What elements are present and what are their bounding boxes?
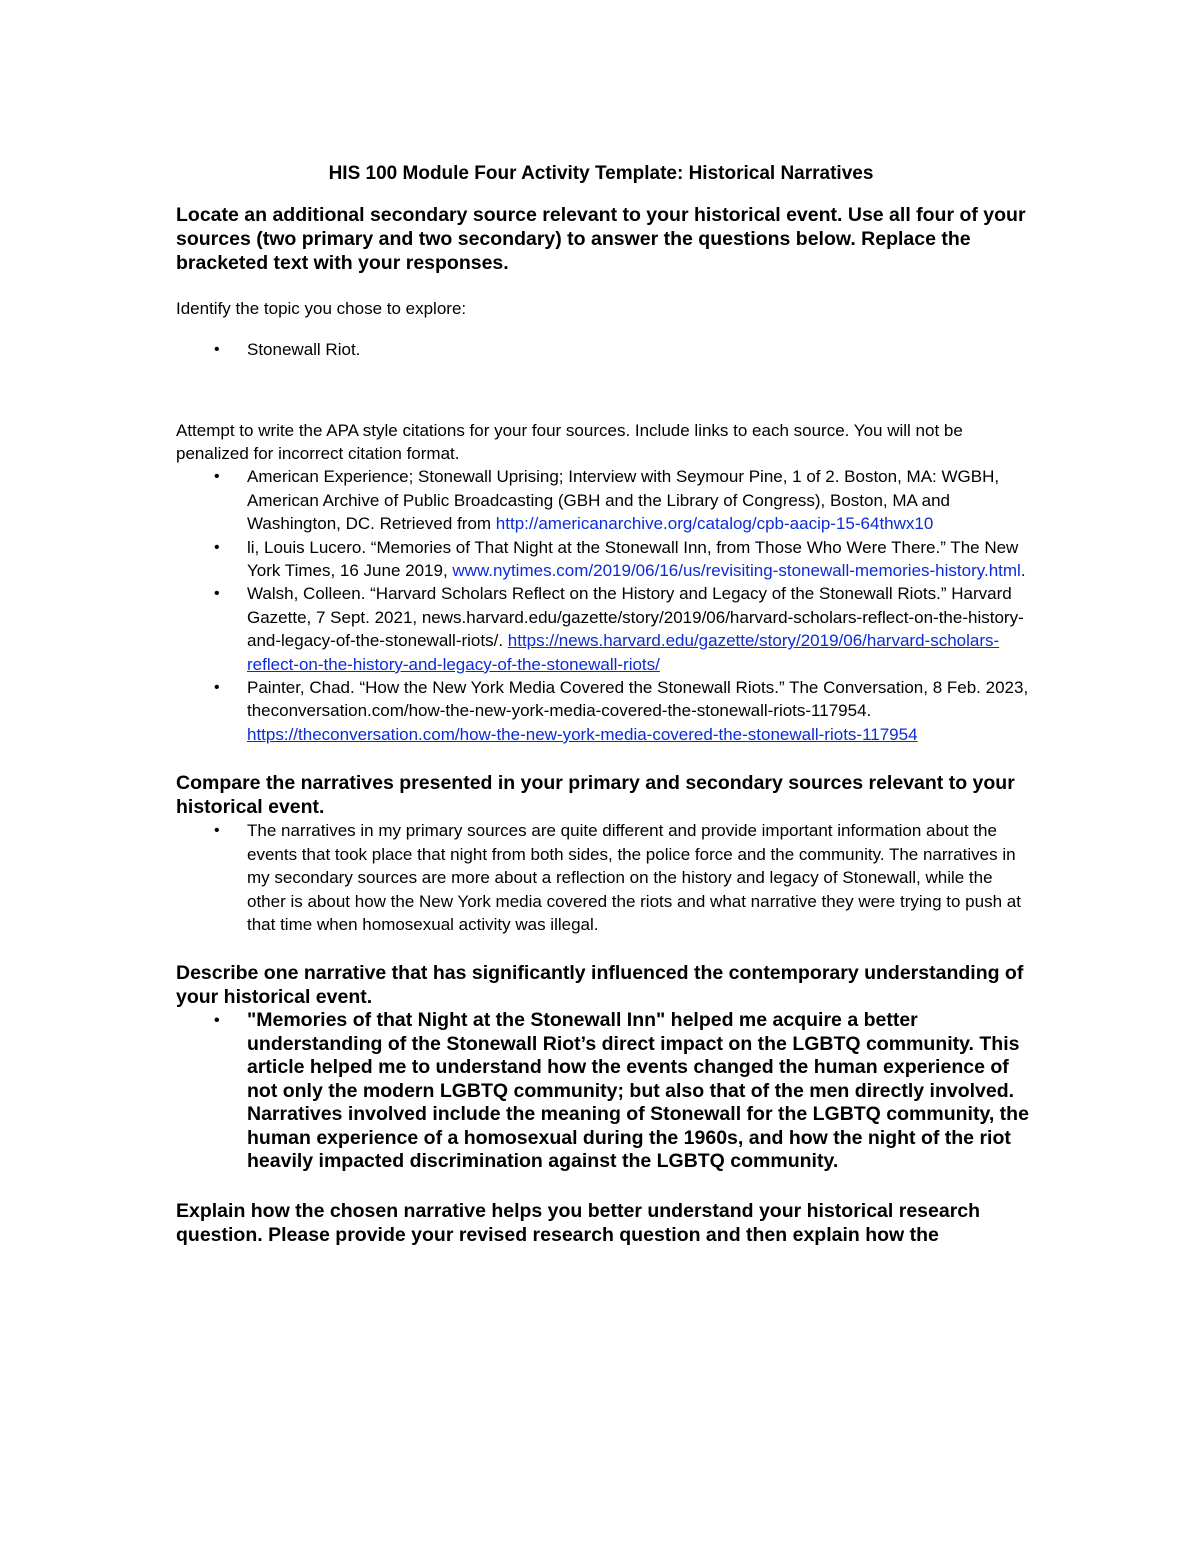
citation-text: Painter, Chad. “How the New York Media Covered the Stonewall Riots.” The Conversation, 8 Feb. 2023, theconversation.com/how-the-new-york-media-covered-the-stonewall-riots-117954. — [247, 678, 1029, 721]
topic-answer: Stonewall Riot. — [247, 340, 361, 359]
topic-prompt: Identify the topic you chose to explore: — [176, 299, 467, 318]
bullet-icon: • — [214, 822, 220, 840]
describe-answer: "Memories of that Night at the Stonewall Inn" helped me acquire a better understanding of the Stonewall Riot’s direct impact on the LGBTQ community. This article helped me to understand how the events changed the human experience of not only the modern LGBTQ community; but also that of the men directly involved. Narratives involved include the meaning of Stonewall for the LGBTQ community, the human experience of a homosexual during the 1960s, and how the night of the riot heavily impacted discrimination against the LGBTQ community. — [247, 1009, 1029, 1173]
citation-item — [214, 536, 1036, 583]
document-title: HIS 100 Module Four Activity Template: Historical Narratives — [328, 163, 874, 184]
citation-text: li, Louis Lucero. “Memories of That Night at the Stonewall Inn, from Those Who Were There.” The New York Times, 16 June 2019, — [247, 537, 1019, 581]
bullet-icon: • — [214, 1012, 220, 1030]
topic-list — [176, 338, 1036, 361]
explain-prompt: Explain how the chosen narrative helps you better understand your historical research question. Please provide your revised research question and then explain how the — [176, 1199, 981, 1246]
citation-text: Walsh, Colleen. “Harvard Scholars Reflect on the History and Legacy of the Stonewall Riots.” Harvard Gazette, 7 Sept. 2021, news.harvard.edu/gazette/story/2019/06/harvard-scholars-reflect-on-the-history-and-legacy-of-the-stonewall-riots/. — [247, 584, 1024, 651]
describe-prompt: Describe one narrative that has significantly influenced the contemporary understanding of your historical event. — [176, 962, 1024, 1009]
citation-item — [214, 676, 1036, 746]
compare-answer-item — [214, 819, 1036, 936]
bullet-icon: • — [214, 585, 220, 603]
citation-link[interactable]: http://americanarchive.org/catalog/cpb-aacip-15-64thwx10 — [495, 514, 934, 534]
citation-link[interactable]: https://news.harvard.edu/gazette/story/2019/06/harvard-scholars-reflect-on-the-history-and-legacy-of-the-stonewall-riots/ — [247, 631, 1000, 674]
describe-answer-item — [214, 1009, 1036, 1174]
bullet-icon: • — [214, 679, 220, 697]
describe-list — [176, 1009, 1036, 1174]
compare-prompt: Compare the narratives presented in your primary and secondary sources relevant to your historical event. — [176, 772, 1015, 819]
compare-answer: The narratives in my primary sources are quite different and provide important information about the events that took place that night from both sides, the police force and the community. The narratives in my secondary sources are more about a reflection on the history and legacy of Stonewall, while the other is about how the New York media covered the riots and what narrative they were trying to push at that time when homosexual activity was illegal. — [247, 821, 1021, 934]
citation-link[interactable]: https://theconversation.com/how-the-new-york-media-covered-the-stonewall-riots-117954 — [247, 724, 918, 744]
bullet-icon: • — [214, 468, 220, 486]
intro-instructions: Locate an additional secondary source relevant to your historical event. Use all four of your sources (two primary and two secondary) to answer the questions below. Replace the bracketed text with your responses. — [176, 204, 1026, 274]
citations-list — [176, 465, 1036, 746]
citation-text: American Experience; Stonewall Uprising; Interview with Seymour Pine, 1 of 2. Boston, MA: WGBH, American Archive of Public Broadcasting (GBH and the Library of Congress), Boston, MA and Washington, DC. Retrieved from — [247, 467, 1000, 534]
topic-answer-item — [214, 338, 1036, 361]
citations-prompt: Attempt to write the APA style citations for your four sources. Include links to each source. You will not be penalized for incorrect citation format. — [176, 421, 963, 464]
citation-after: . — [1020, 561, 1026, 581]
citation-link[interactable]: www.nytimes.com/2019/06/16/us/revisiting-stonewall-memories-history.html — [452, 561, 1021, 581]
citation-item — [214, 582, 1036, 676]
bullet-icon: • — [214, 538, 220, 556]
compare-list — [176, 819, 1036, 936]
document-content — [176, 163, 1036, 1247]
citation-item — [214, 465, 1036, 535]
bullet-icon: • — [214, 341, 220, 358]
